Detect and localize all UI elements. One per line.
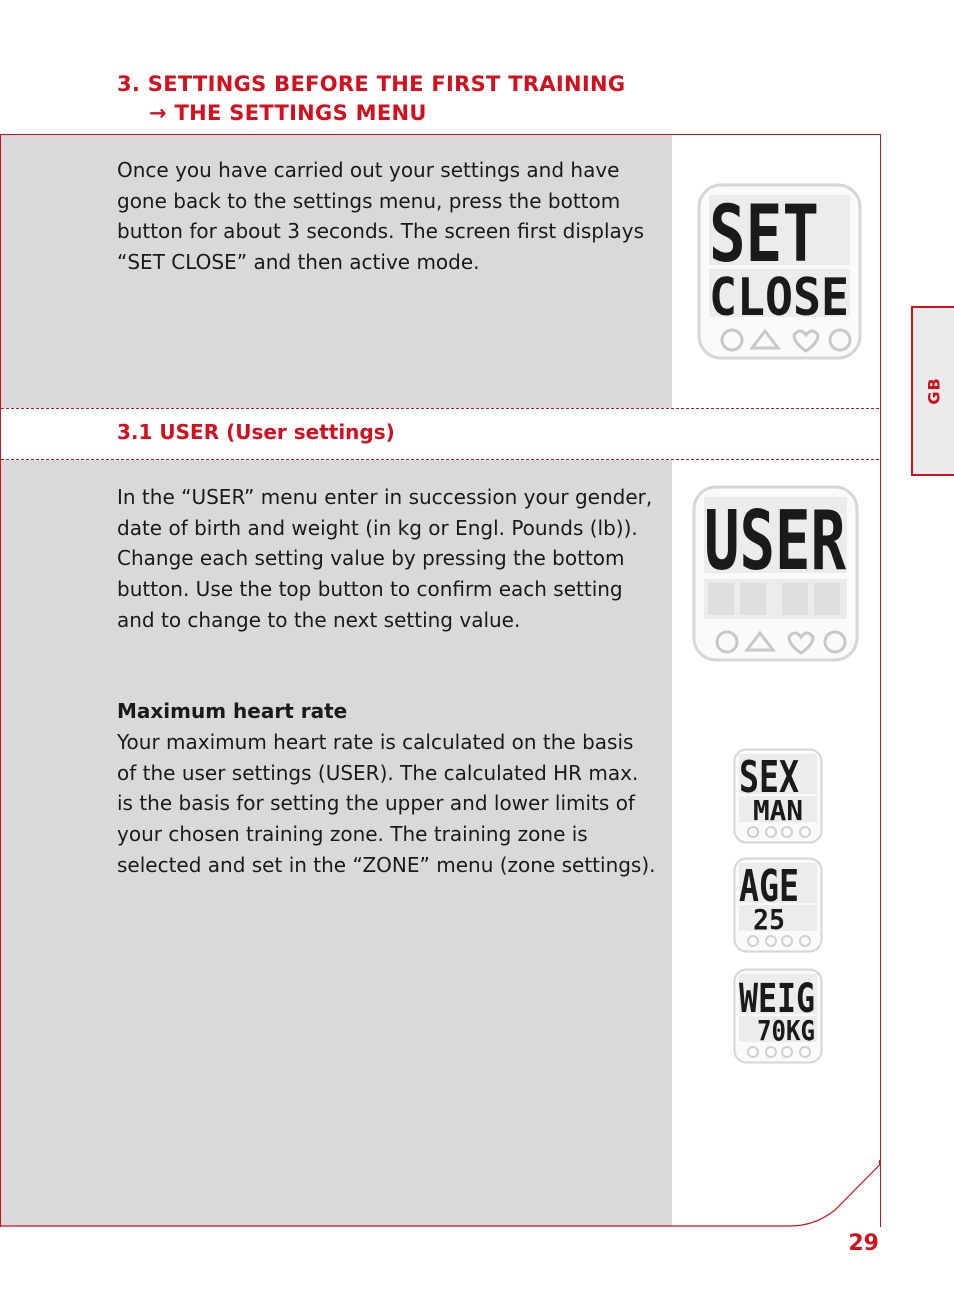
heading-line1: 3. SETTINGS BEFORE THE FIRST TRAINING bbox=[117, 72, 626, 96]
lcd-user bbox=[692, 485, 859, 662]
heading-line2: THE SETTINGS MENU bbox=[174, 101, 427, 125]
divider-top bbox=[1, 408, 879, 409]
lcd-sex bbox=[733, 748, 823, 844]
lcd-age-line1: AGE bbox=[739, 861, 799, 912]
lcd-age-line2: 25 bbox=[753, 903, 785, 936]
language-tab-label: GB bbox=[924, 377, 943, 405]
frame-corner bbox=[0, 1160, 954, 1232]
lcd-weight-line1: WEIG bbox=[739, 976, 815, 1022]
divider-bottom bbox=[1, 459, 879, 460]
lcd-set-line1: SET bbox=[709, 190, 819, 280]
heading-line2-row bbox=[117, 99, 625, 128]
subsection-title: 3.1 USER (User settings) bbox=[117, 420, 395, 444]
arrow-right-icon: → bbox=[149, 101, 175, 125]
lcd-weight bbox=[733, 968, 823, 1064]
max-hr-title: Maximum heart rate bbox=[117, 699, 348, 723]
lcd-sex-line2: MAN bbox=[753, 794, 803, 827]
lcd-sex-line1: SEX bbox=[739, 752, 799, 803]
lcd-age bbox=[733, 857, 823, 953]
lcd-weight-line2: 70KG bbox=[757, 1014, 815, 1047]
max-hr-text: Your maximum heart rate is calculated on the basis of the user settings (USER). The calculated HR max. is the basis for setting the upper and lower limits of your chosen training zone. The training zone is selected and set in the “ZONE” menu (zone settings). bbox=[117, 730, 656, 877]
language-tab bbox=[911, 306, 954, 476]
lcd-set-close bbox=[697, 183, 862, 360]
section1-text: Once you have carried out your settings and have gone back to the settings menu, press the bottom button for about 3 seconds. The screen first displays “SET CLOSE” and then active mode. bbox=[117, 158, 645, 275]
section-heading bbox=[117, 70, 625, 128]
lcd-user-line1: USER bbox=[704, 494, 847, 589]
lcd-set-line2: CLOSE bbox=[709, 268, 849, 328]
page-number: 29 bbox=[848, 1231, 879, 1256]
section2-text: In the “USER” menu enter in succession your gender, date of birth and weight (in kg or Engl. Pounds (lb)). Change each setting value by pressing the bottom button. Use the top button to confirm each setting and to change to the next setting value. bbox=[117, 485, 653, 632]
